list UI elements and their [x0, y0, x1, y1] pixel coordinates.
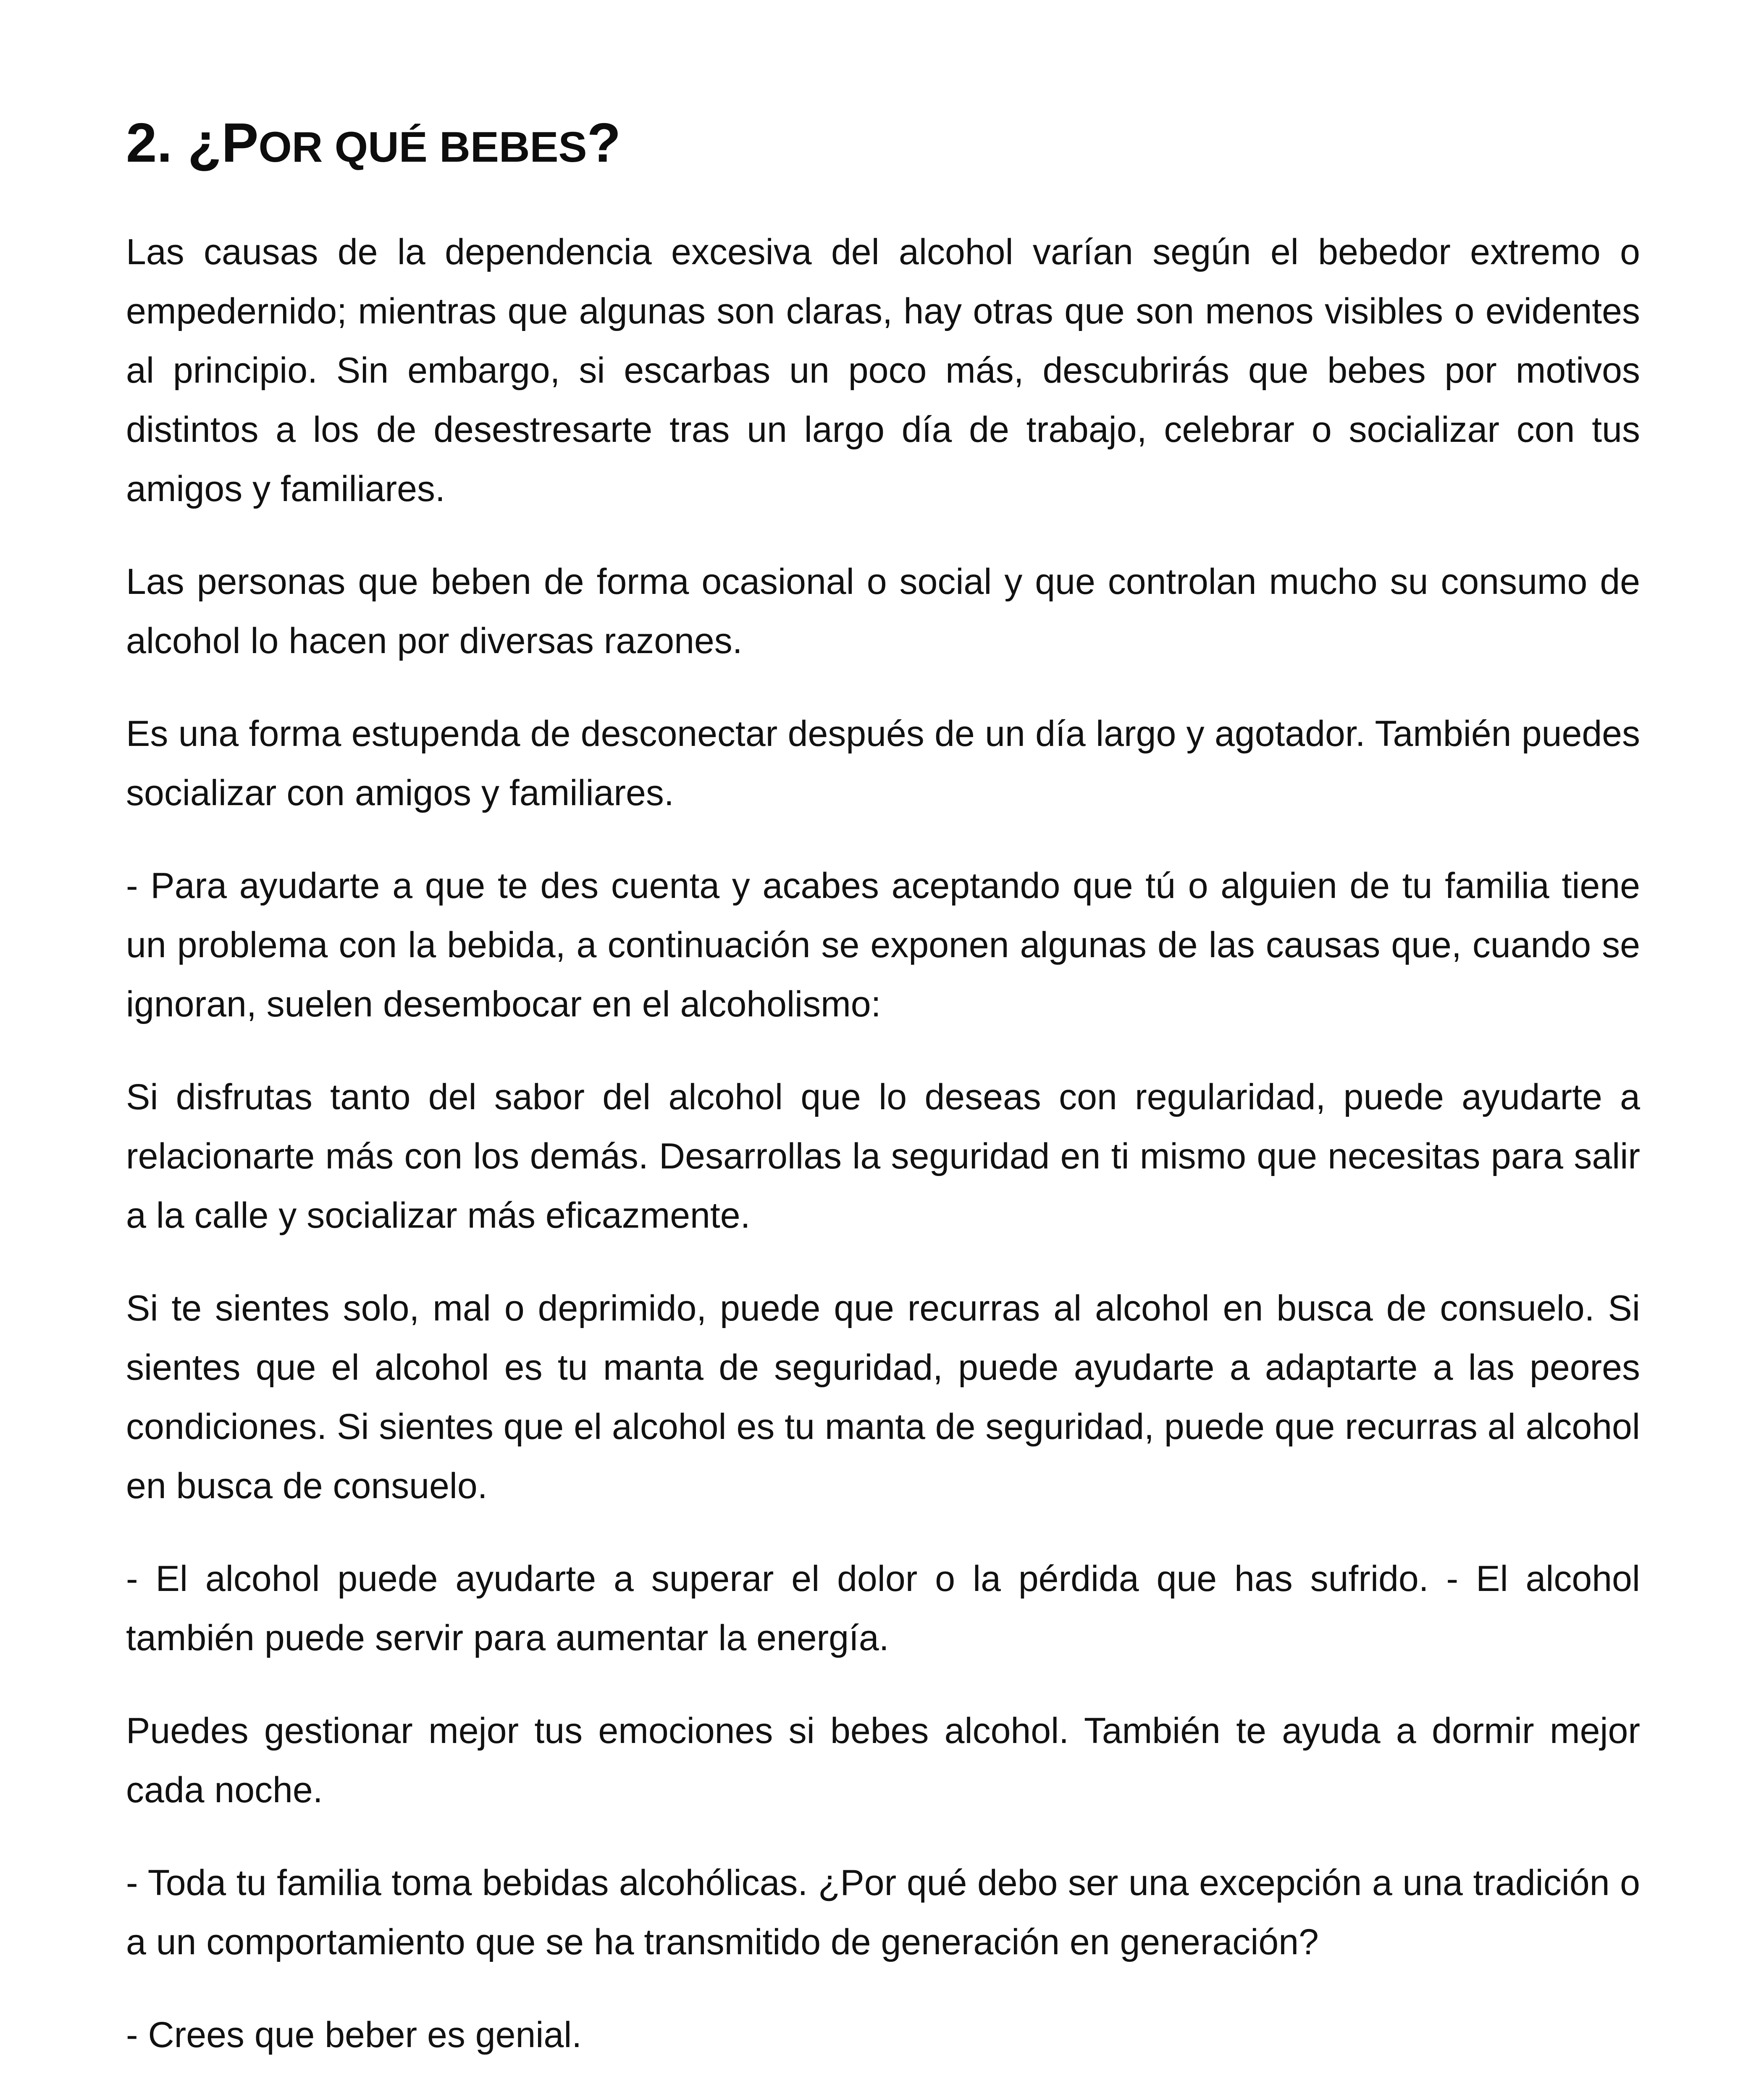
paragraph-taste: Si disfrutas tanto del sabor del alcohol que lo deseas con regularidad, puede ayudarte a relacionarte más con los demás. Desarrollas la seguridad en ti mismo que necesitas para salir a la calle y socializar más eficazmente.: [126, 1077, 1640, 1236]
section-heading: [126, 105, 621, 185]
paragraph-help-accept: - Para ayudarte a que te des cuenta y acabes aceptando que tú o alguien de tu familia tiene un problema con la bebida, a continuación se exponen algunas de las causas que, cuando se ignoran, suelen desembocar en el alcoholismo:: [126, 866, 1640, 1024]
heading-open: ¿P: [187, 112, 259, 173]
section-number: 2.: [126, 112, 188, 173]
paragraph-cool: - Crees que beber es genial.: [126, 2015, 582, 2055]
paragraph-grief-energy: - El alcohol puede ayudarte a superar el dolor o la pérdida que has sufrido. - El alcohol también puede servir para aumentar la energía.: [126, 1559, 1640, 1658]
heading-close: ?: [587, 112, 621, 173]
paragraph-causes-intro: Las causas de la dependencia excesiva del alcohol varían según el bebedor extremo o empedernido; mientras que algunas son claras, hay otras que son menos visibles o evidentes al principio. Sin embargo, si escarbas un poco más, descubrirás que bebes por motivos distintos a los de desestresarte tras un largo día de trabajo, celebrar o socializar con tus amigos y familiares.: [126, 232, 1640, 509]
paragraph-lonely: Si te sientes solo, mal o deprimido, puede que recurras al alcohol en busca de consuelo. Si sientes que el alcohol es tu manta de seguridad, puede ayudarte a adaptarte a las peores condiciones. Si sientes que el alcohol es tu manta de seguridad, puede que recurras al alcohol en busca de consuelo.: [126, 1288, 1640, 1506]
paragraph-disconnect: Es una forma estupenda de desconectar después de un día largo y agotador. También puedes socializar con amigos y familiares.: [126, 714, 1640, 813]
body-text: [126, 223, 1640, 2098]
paragraph-family-tradition: - Toda tu familia toma bebidas alcohólicas. ¿Por qué debo ser una excepción a una tradición o a un comportamiento que se ha transmitido de generación en generación?: [126, 1863, 1640, 1962]
paragraph-occasional-drinkers: Las personas que beben de forma ocasional o social y que controlan mucho su consumo de alcohol lo hacen por diversas razones.: [126, 562, 1640, 661]
paragraph-emotions: Puedes gestionar mejor tus emociones si bebes alcohol. También te ayuda a dormir mejor cada noche.: [126, 1711, 1640, 1810]
heading-small-caps: OR QUÉ BEBES: [258, 123, 587, 171]
